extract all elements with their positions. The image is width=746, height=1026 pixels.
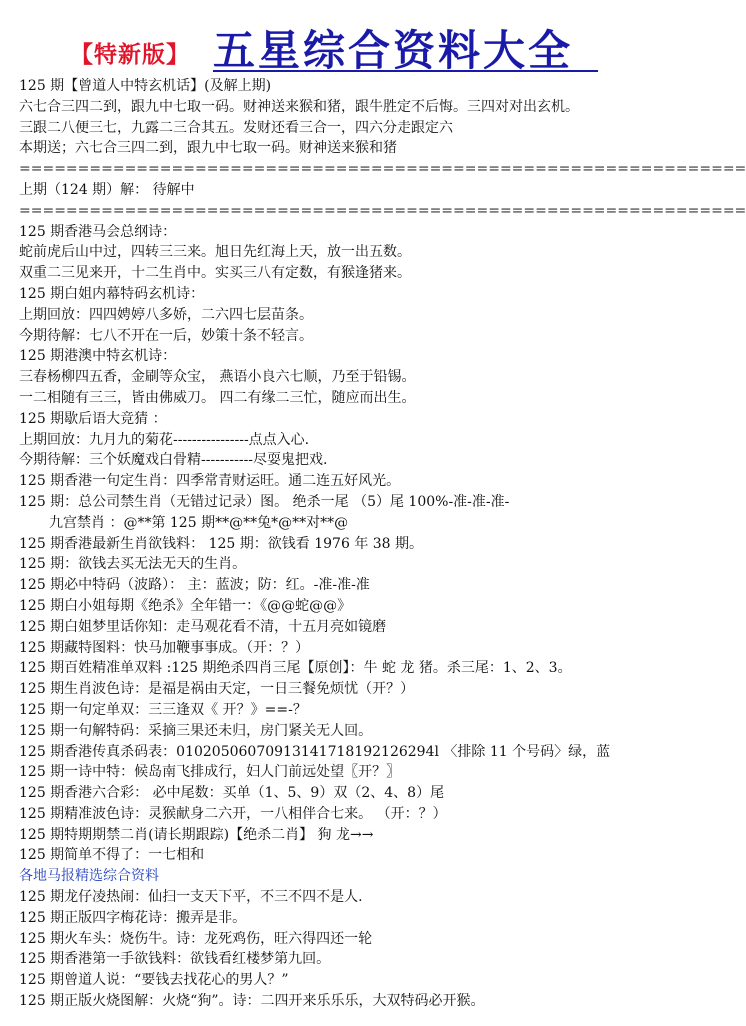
text-line: 125 期一句解特码：采摘三果还未归，房门紧关无人回。: [19, 722, 373, 739]
text-line: 上期（124 期）解： 待解中: [19, 181, 195, 198]
text-line: 125 期香港第一手欲钱料：欲钱看红楼梦第九回。: [19, 951, 331, 968]
separator-line: ==============================================================: [19, 202, 746, 219]
text-line: 125 期香港传真杀码表：01020506070913141718192126294l 〈排除 11 个号码〉绿，蓝: [19, 743, 611, 760]
text-line: 125 期必中特码（波路）： 主：蓝波；防：红。-准-准-准: [19, 577, 370, 594]
separator-line: ==============================================================: [19, 161, 746, 178]
edition-badge: 【特新版】: [70, 42, 190, 68]
text-line: 125 期一句定单双：三三逢双《 开？》==-？: [19, 701, 307, 718]
text-line: 125 期白姐内幕特码玄机诗：: [19, 285, 205, 302]
text-line: 125 期生肖波色诗：是福是祸由天定，一日三餐免烦忧（开？）: [19, 681, 415, 698]
text-line: 125 期一诗中特：候岛南飞排成行，妇人门前远处望〖开？〗: [19, 764, 401, 781]
text-line: 九宫禁肖 ：@**第 125 期**@**兔*@**对**@: [49, 514, 349, 531]
text-line: 125 期火车头：烧伤牛。诗：龙死鸡伤，旺六得四还一轮: [19, 930, 373, 947]
text-line: 125 期香港一句定生肖：四季常青财运旺。通二连五好风光。: [19, 473, 401, 490]
text-line: 125 期藏特图料：快马加鞭事事成。（开：？）: [19, 639, 310, 656]
text-line: 125 期香港六合彩： 必中尾数：买单（1、5、9）双（2、4、8）尾: [19, 785, 445, 802]
text-line: 125 期歇后语大竞猜 ：: [19, 410, 167, 427]
text-line: 125 期简单不得了：一七相和: [19, 847, 205, 864]
text-line: 六七合三四二到，跟九中七取一码。财神送来猴和猪，跟牛胜定不后悔。三四对对出玄机。: [19, 98, 579, 115]
text-line: 本期送；六七合三四二到，跟九中七取一码。财神送来猴和猪: [19, 140, 397, 157]
text-line: 蛇前虎后山中过，四转三三来。旭日先红海上天，放一出五数。: [19, 244, 411, 261]
title-underline: [213, 70, 598, 72]
text-line: 125 期正版四字梅花诗：搬弄是非。: [19, 909, 247, 926]
text-line: 125 期龙仔凌热闹：仙扫一支天下平，不三不四不是人.: [19, 889, 363, 906]
text-line: 125 期：欲钱去买无法无天的生肖。: [19, 556, 247, 573]
text-line: 125 期香港马会总纲诗：: [19, 223, 177, 240]
text-line: 125 期港澳中特玄机诗：: [19, 348, 177, 365]
text-line: 125 期白姐梦里话你知：走马观花看不清，十五月亮如镜磨: [19, 618, 387, 635]
text-line: 125 期香港最新生肖欲钱料： 125 期：欲钱看 1976 年 38 期。: [19, 535, 424, 552]
text-line: 125 期：总公司禁生肖（无错过记录）图。 绝杀一尾 （5）尾 100%-准-准-准-: [19, 493, 510, 510]
page-title: 五星综合资料大全: [213, 26, 574, 75]
text-line: 125 期精准波色诗：灵猴献身二六开，一八相伴合七来。 （开：？）: [19, 805, 447, 822]
text-line: 上期回放：四四娉婷八多娇，二六四七层苗条。: [19, 306, 313, 323]
text-line: 125 期曾道人说：“要钱去找花心的男人？”: [19, 972, 289, 989]
text-line: 三春杨柳四五香，金刷等众宝， 燕语小良六七顺，乃至于铅锡。: [19, 369, 416, 386]
text-line: 三跟二八便三七，九露二三合其五。发财还看三合一，四六分走跟定六: [19, 119, 453, 136]
text-line: 双重二三见来开，十二生肖中。实买三八有定数，有猴逢猪来。: [19, 265, 411, 282]
section-heading: 各地马报精选综合资料: [19, 868, 159, 885]
text-line: 125 期正版火烧图解：火烧“狗”。诗：二四开来乐乐乐，大双特码必开猴。: [19, 993, 485, 1010]
content-body: [19, 76, 746, 1012]
header: [0, 14, 677, 76]
text-line: 一二相随有三三，皆由佛威刀。 四二有缘二三忙，随应而出生。: [19, 389, 416, 406]
text-line: 125 期百姓精准单双料 :125 期绝杀四肖三尾【原创】：牛 蛇 龙 猪。杀三尾：1、2、3。: [19, 660, 572, 677]
text-line: 今期待解：三个妖魔戏白骨精-----------尽耍鬼把戏.: [19, 452, 328, 469]
text-line: 今期待解：七八不开在一后，妙策十条不轻言。: [19, 327, 313, 344]
text-line: 125 期【曾道人中特玄机话】(及解上期): [19, 78, 272, 94]
text-line: 125 期白小姐每期《绝杀》全年错一：《@@蛇@@》: [19, 597, 352, 614]
text-line: 上期回放：九月九的菊花----------------点点入心.: [19, 431, 310, 448]
text-line: 125 期特期期禁二肖(请长期跟踪)【绝杀二肖】 狗 龙→→: [19, 826, 374, 843]
